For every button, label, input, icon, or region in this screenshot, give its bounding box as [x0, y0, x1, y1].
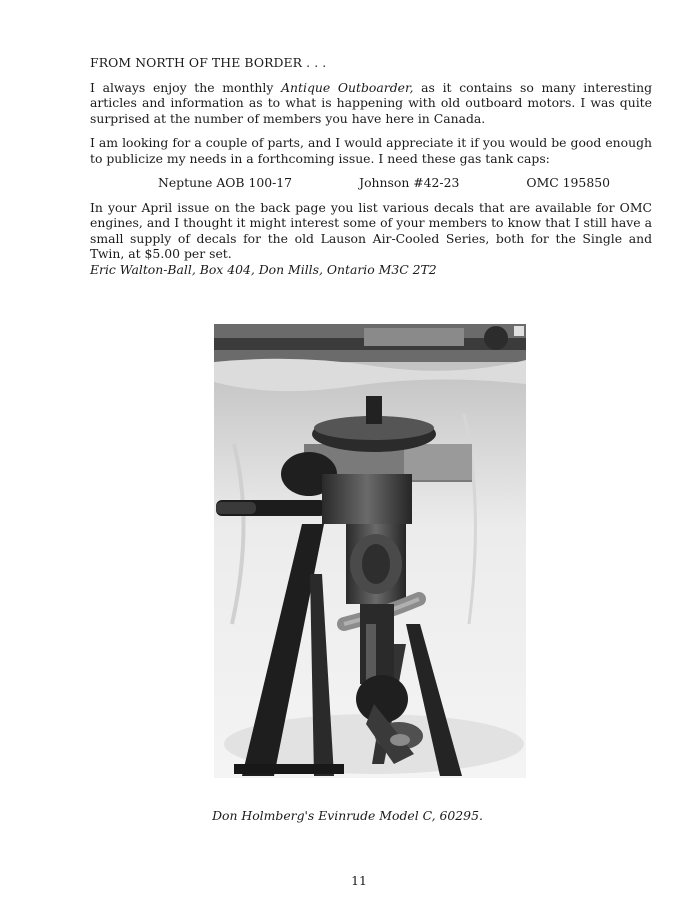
parts-list: [90, 175, 652, 191]
page-number: 11: [351, 873, 367, 888]
paragraph-intro-end: as it contains so many interesting articles and information as to what is happening with old outboard motors. I was quite surprised at the number of members you have here in Canada.: [90, 79, 653, 126]
paragraph-parts-request: I am looking for a couple of parts, and I would appreciate it if you would be good enough to publicize my needs in a forthcoming issue. I need these gas tank caps:: [90, 135, 652, 166]
letter-article: [90, 55, 652, 286]
paragraph-intro: [90, 80, 652, 127]
photo-caption: Don Holmberg's Evinrude Model C, 60295.: [212, 808, 483, 823]
part-item: OMC 195850: [526, 175, 610, 190]
magazine-title: Antique Outboarder,: [281, 79, 414, 95]
paragraph-intro-start: I always enjoy the monthly: [90, 79, 282, 95]
part-item: Neptune AOB 100-17: [158, 175, 293, 190]
paragraph-decals: In your April issue on the back page you list various decals that are available for OMC engines, and I thought it might interest some of your members to know that I still have a small supply of decals for the old Lauson Air-Cooled Series, both for the Single and Twin, at $5.00 per set.: [90, 199, 652, 261]
author-signature: Eric Walton-Ball, Box 404, Don Mills, Ontario M3C 2T2: [90, 261, 437, 277]
article-heading: FROM NORTH OF THE BORDER . . .: [90, 55, 327, 70]
part-item: Johnson #42-23: [359, 175, 460, 190]
outboard-motor-photo: [214, 324, 526, 778]
